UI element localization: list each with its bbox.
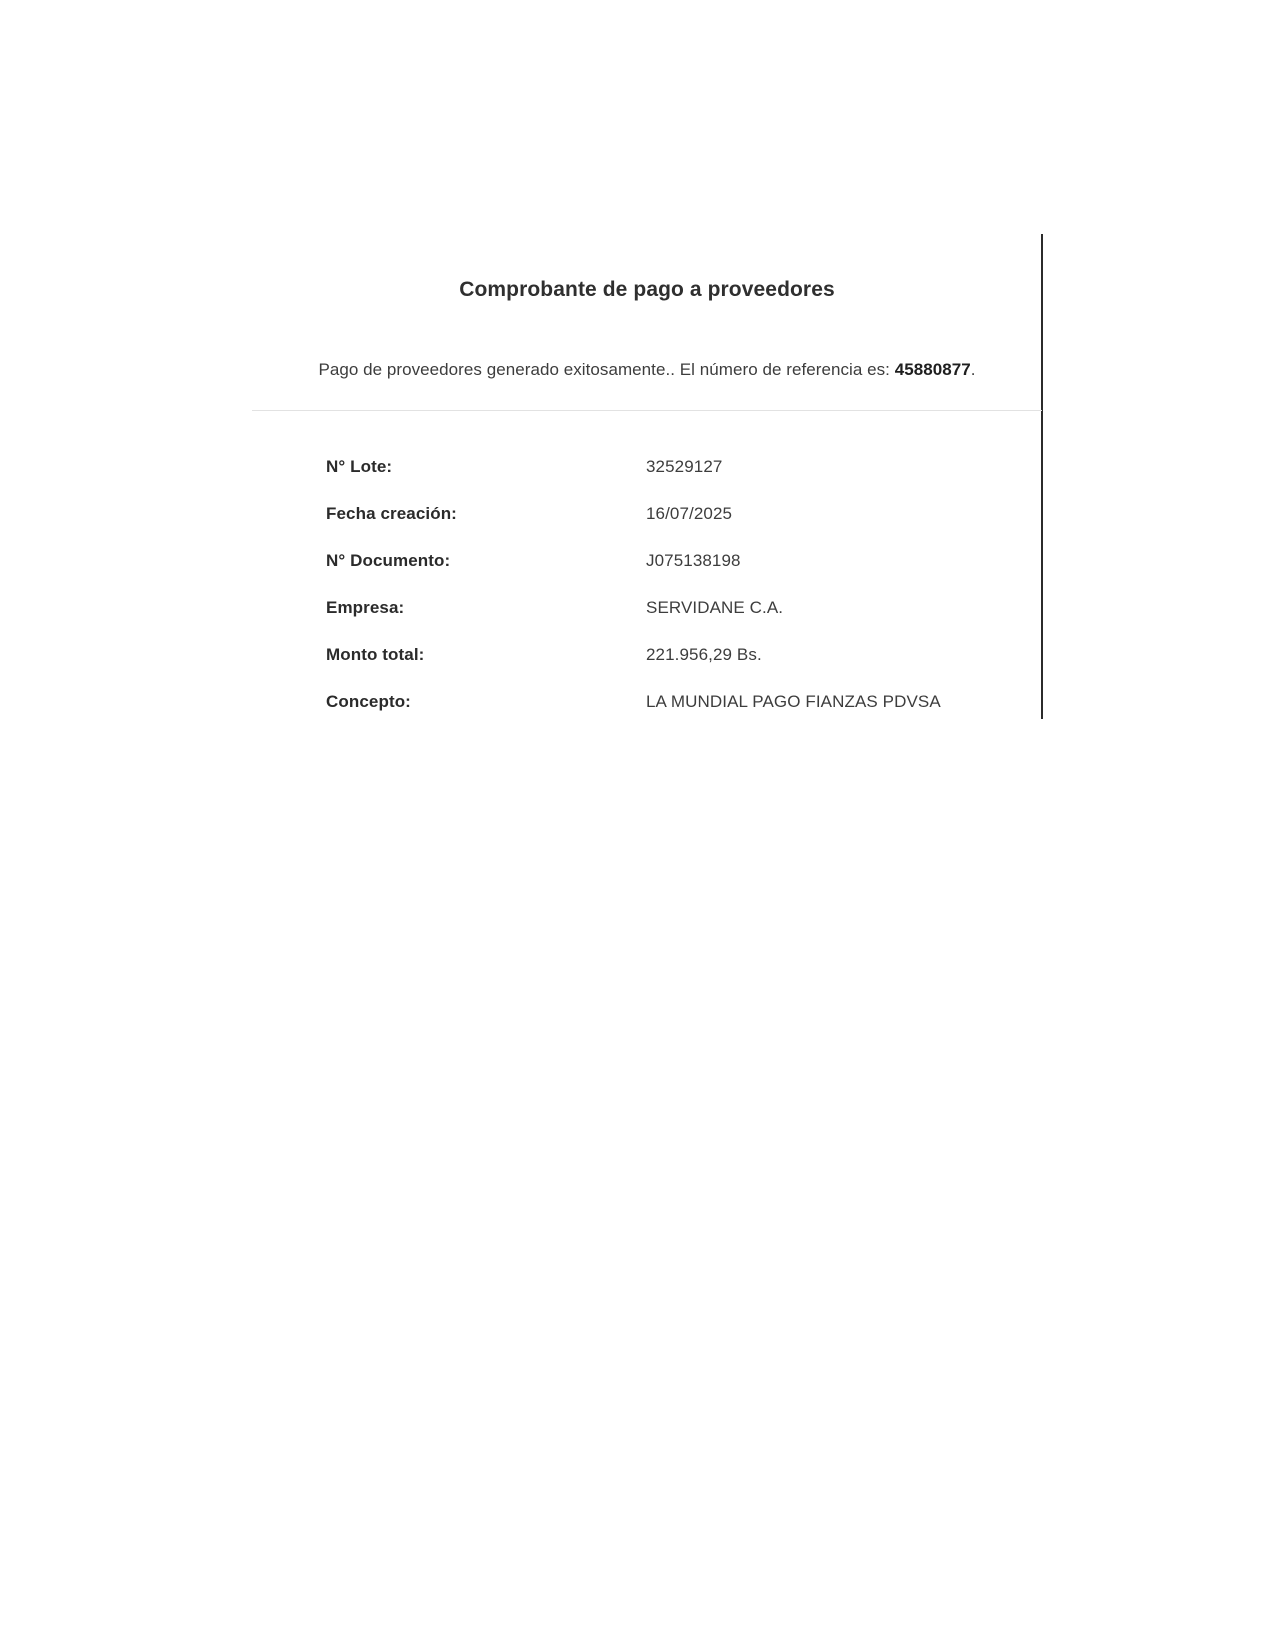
page-title: Comprobante de pago a proveedores <box>459 278 835 301</box>
detail-value: LA MUNDIAL PAGO FIANZAS PDVSA <box>646 692 941 711</box>
detail-label: N° Lote: <box>326 457 393 476</box>
detail-row-documento <box>326 551 1042 571</box>
detail-label: Monto total: <box>326 645 425 664</box>
details-list <box>252 457 1042 712</box>
detail-label: Empresa: <box>326 598 405 617</box>
detail-row-monto-total <box>326 645 1042 665</box>
detail-label: Fecha creación: <box>326 504 457 523</box>
detail-label: N° Documento: <box>326 551 451 570</box>
detail-row-concepto <box>326 692 1042 712</box>
success-message-suffix: . <box>970 360 976 379</box>
detail-value: SERVIDANE C.A. <box>646 598 784 617</box>
detail-value: J075138198 <box>646 551 741 570</box>
detail-row-lote <box>326 457 1042 477</box>
detail-value: 221.956,29 Bs. <box>646 645 762 664</box>
detail-value: 16/07/2025 <box>646 504 733 523</box>
detail-row-empresa <box>326 598 1042 618</box>
success-message <box>252 302 1042 380</box>
payment-receipt <box>252 236 1042 712</box>
reference-number: 45880877 <box>894 360 971 379</box>
detail-value: 32529127 <box>646 457 723 476</box>
detail-row-fecha-creacion <box>326 504 1042 524</box>
success-message-text: Pago de proveedores generado exitosamente.. El número de referencia es: <box>318 360 895 379</box>
detail-label: Concepto: <box>326 692 411 711</box>
divider <box>252 410 1042 411</box>
